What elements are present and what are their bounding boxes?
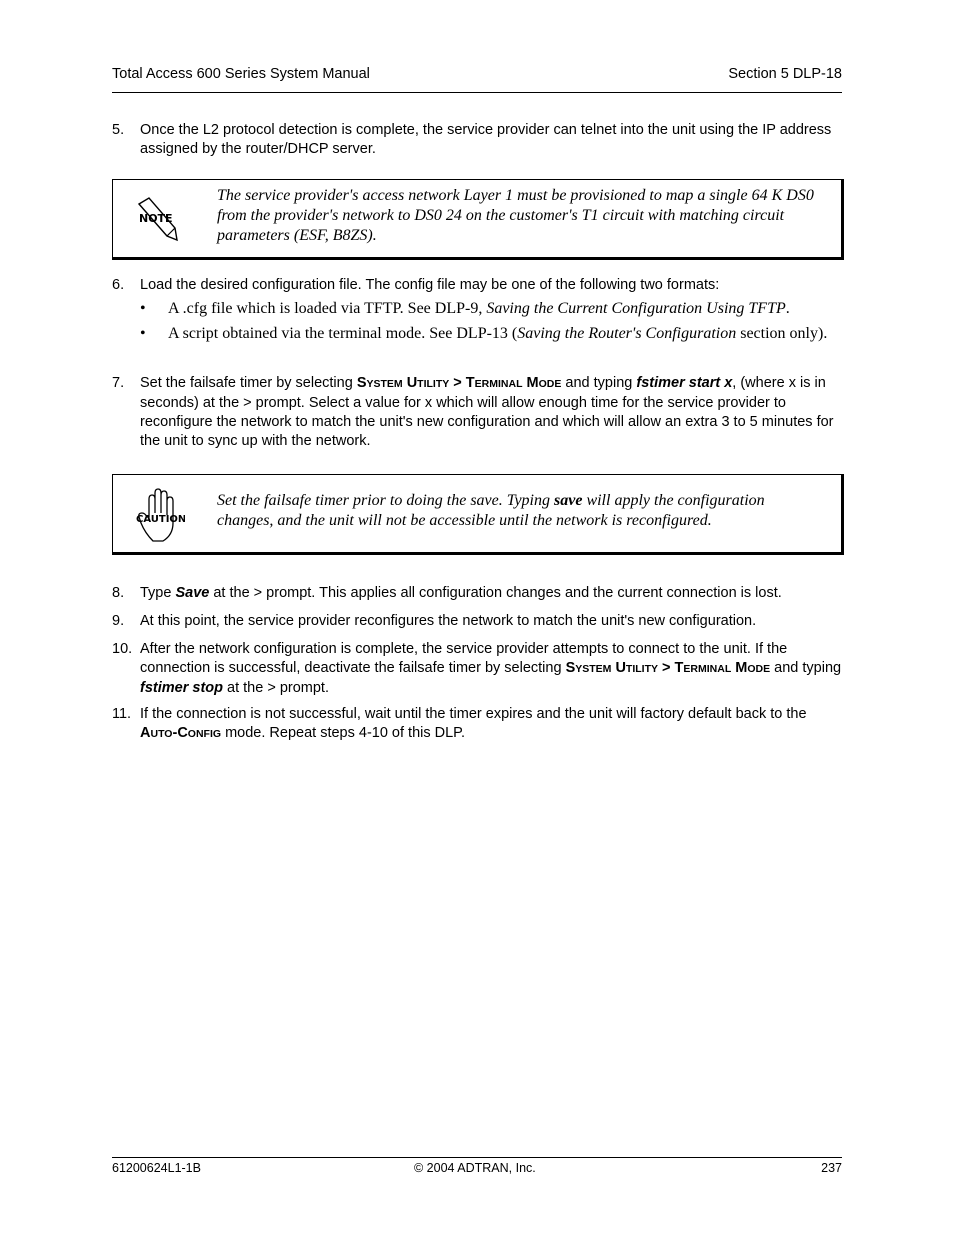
step-text — [140, 584, 842, 603]
caution-icon-label: CAUTION — [136, 514, 185, 525]
bullet-end: . — [785, 300, 790, 317]
document-number: 61200624L1-1B — [112, 1161, 201, 1175]
text-run: Set the failsafe timer prior to doing the save. Typing — [217, 492, 554, 509]
step-number: 6. — [112, 277, 125, 293]
step-text: Load the desired configuration file. The config file may be one of the following two formats: — [140, 277, 720, 293]
step-6 — [112, 276, 842, 295]
step-text: Once the L2 protocol detection is complete, the service provider can telnet into the unit using the IP address assigned by the router/DHCP server. — [140, 122, 832, 157]
step-7 — [112, 374, 842, 451]
page-number: 237 — [821, 1161, 842, 1175]
menu-path: SYSTEM UTILITY > TERMINAL MODE — [565, 660, 771, 676]
text-run: at the > prompt. — [223, 680, 329, 696]
bullet-end: section only). — [736, 325, 828, 342]
manual-title: Total Access 600 Series System Manual — [112, 66, 370, 82]
step-5 — [112, 121, 842, 159]
step-text — [140, 640, 842, 698]
bullet-dot: • — [140, 300, 146, 317]
text-run: Type — [140, 585, 176, 601]
step-11 — [112, 705, 842, 744]
bullet-cfg-file — [140, 299, 840, 319]
note-box — [112, 179, 844, 260]
note-text: The service provider's access network Layer 1 must be provisioned to map a single 64 K DS0 from the provider's network to DS0 24 on the customer's T1 circuit with matching circuit parameters (ESF, B8ZS). — [217, 187, 814, 244]
step-9 — [112, 612, 842, 631]
step-text: At this point, the service provider reconfigures the network to match the unit's new configuration. — [140, 613, 757, 629]
page-footer — [112, 1157, 842, 1175]
step-number: 5. — [112, 122, 125, 138]
bullet-script — [140, 324, 840, 344]
text-run: If the connection is not successful, wait until the timer expires and the unit will factory default back to the — [140, 706, 807, 722]
save-keyword: save — [554, 492, 583, 509]
step-number: 11. — [112, 706, 132, 722]
text-run: , (where x is in seconds) at the > prompt. Select a value for x which will allow enough time for the service provider to reconfigure the network to match the unit's new configuration and which will allow an extra 3 to 5 minutes for the unit to sync up with the network. — [140, 375, 834, 449]
dlp-reference: Saving the Router's Configuration — [517, 325, 737, 342]
text-run: After the network configuration is complete, the service provider attempts to connect to the unit. If the connection is successful, deactivate the failsafe timer by selecting — [140, 641, 788, 676]
step-number: 9. — [112, 613, 125, 629]
step-10 — [112, 640, 842, 698]
bullet-text: A .cfg file which is loaded via TFTP. See DLP-9, — [168, 300, 487, 317]
section-label: Section 5 DLP-18 — [728, 66, 842, 82]
command-text: fstimer stop — [140, 680, 223, 696]
caution-text — [217, 491, 825, 531]
step-number: 7. — [112, 375, 125, 391]
mode-name: AUTO-CONFIG — [140, 725, 222, 741]
bullet-text: A script obtained via the terminal mode. See DLP-13 ( — [168, 325, 518, 342]
bullet-dot: • — [140, 325, 146, 342]
menu-path: SYSTEM UTILITY > TERMINAL MODE — [356, 375, 562, 391]
page-header — [112, 64, 842, 93]
caution-box — [112, 474, 844, 555]
step-text — [140, 705, 842, 744]
text-run: will apply the configuration changes, and the unit will not be accessible until the network is reconfigured. — [217, 492, 765, 529]
text-run: Set the failsafe timer by selecting — [140, 375, 357, 391]
text-run: and typing — [561, 375, 637, 391]
dlp-reference: Saving the Current Configuration Using TFTP — [486, 300, 786, 317]
caution-hand-icon — [135, 487, 185, 550]
save-command: Save — [175, 585, 210, 601]
step-8 — [112, 584, 842, 603]
step-number: 10. — [112, 641, 133, 657]
text-run: at the > prompt. This applies all configuration changes and the current connection is lost. — [209, 585, 782, 601]
note-icon — [135, 196, 181, 249]
text-run: and typing — [770, 660, 842, 676]
text-run: mode. Repeat steps 4-10 of this DLP. — [221, 725, 466, 741]
note-icon-label: NOTE — [139, 212, 173, 225]
command-text: fstimer start x — [636, 375, 733, 391]
step-text — [140, 374, 842, 451]
copyright: © 2004 ADTRAN, Inc. — [414, 1161, 536, 1175]
step-number: 8. — [112, 585, 125, 601]
